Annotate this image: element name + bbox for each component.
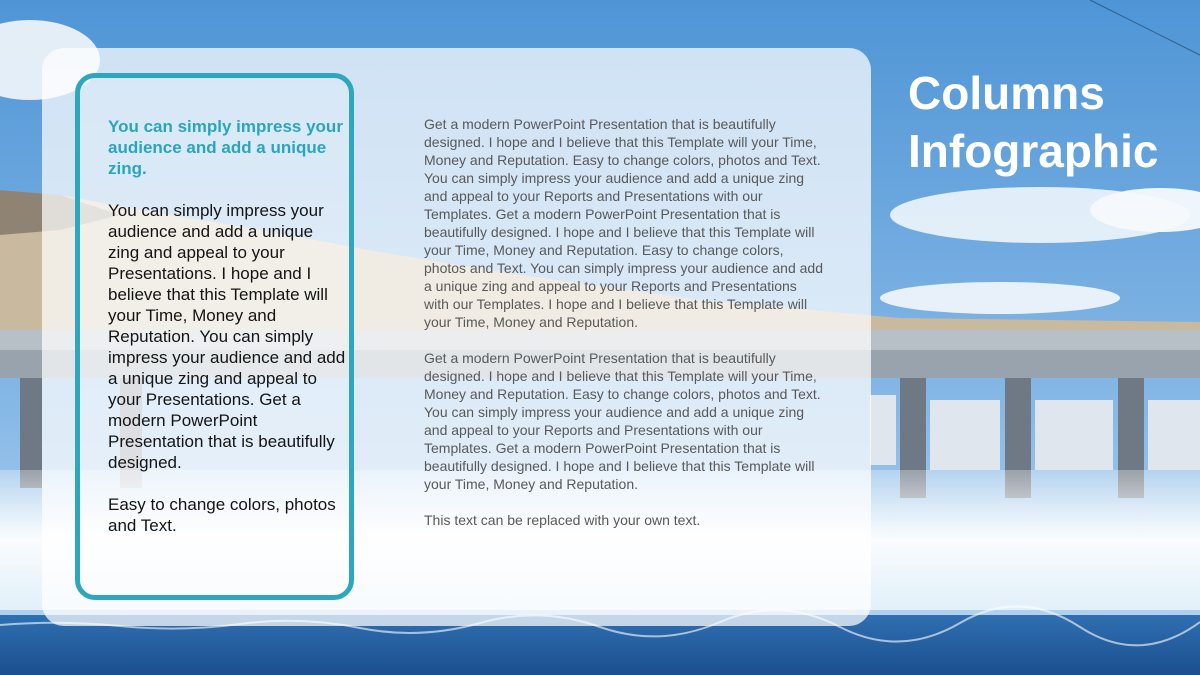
body-paragraph: Get a modern PowerPoint Presentation that is beautifully designed. I hope and I believe that this Template will your Time, Money and Reputation. Easy to change colors, photos and Text. You can simply impress your audience and add a unique zing and appeal to your Reports and Presentations with our Templates. Get a modern PowerPoint Presentation that is beautifully designed. I hope and I believe that this Template will your Time, Money and Reputation. Easy to change colors, photos and Text. You can simply impress your audience and add a unique zing and appeal to your Reports and Presentations with our Templates. I hope and I believe that this Template will your Time, Money and Reputation.	[424, 116, 823, 330]
body-text-column	[424, 115, 824, 547]
callout-paragraph: You can simply impress your audience and add a unique zing and appeal to your Presentations. I hope and I believe that this Template will your Time, Money and Reputation. You can simply impress your audience and add a unique zing and appeal to your Presentations. Get a modern PowerPoint Presentation that is beautifully designed.	[108, 201, 346, 472]
body-paragraph: This text can be replaced with your own text.	[424, 512, 701, 528]
title-line-1: Columns	[908, 67, 1105, 119]
slide-title	[908, 64, 1193, 180]
callout-body	[108, 200, 348, 557]
body-paragraph: Get a modern PowerPoint Presentation that is beautifully designed. I hope and I believe that this Template will your Time, Money and Reputation. Easy to change colors, photos and Text. You can simply impress your audience and add a unique zing and appeal to your Reports and Presentations with our Templates. Get a modern PowerPoint Presentation that is beautifully designed. I hope and I believe that this Template will your Time, Money and Reputation.	[424, 350, 821, 492]
callout-paragraph: Easy to change colors, photos and Text.	[108, 495, 336, 535]
title-line-2: Infographic	[908, 125, 1159, 177]
callout-heading: You can simply impress your audience and add a unique zing.	[108, 117, 343, 178]
